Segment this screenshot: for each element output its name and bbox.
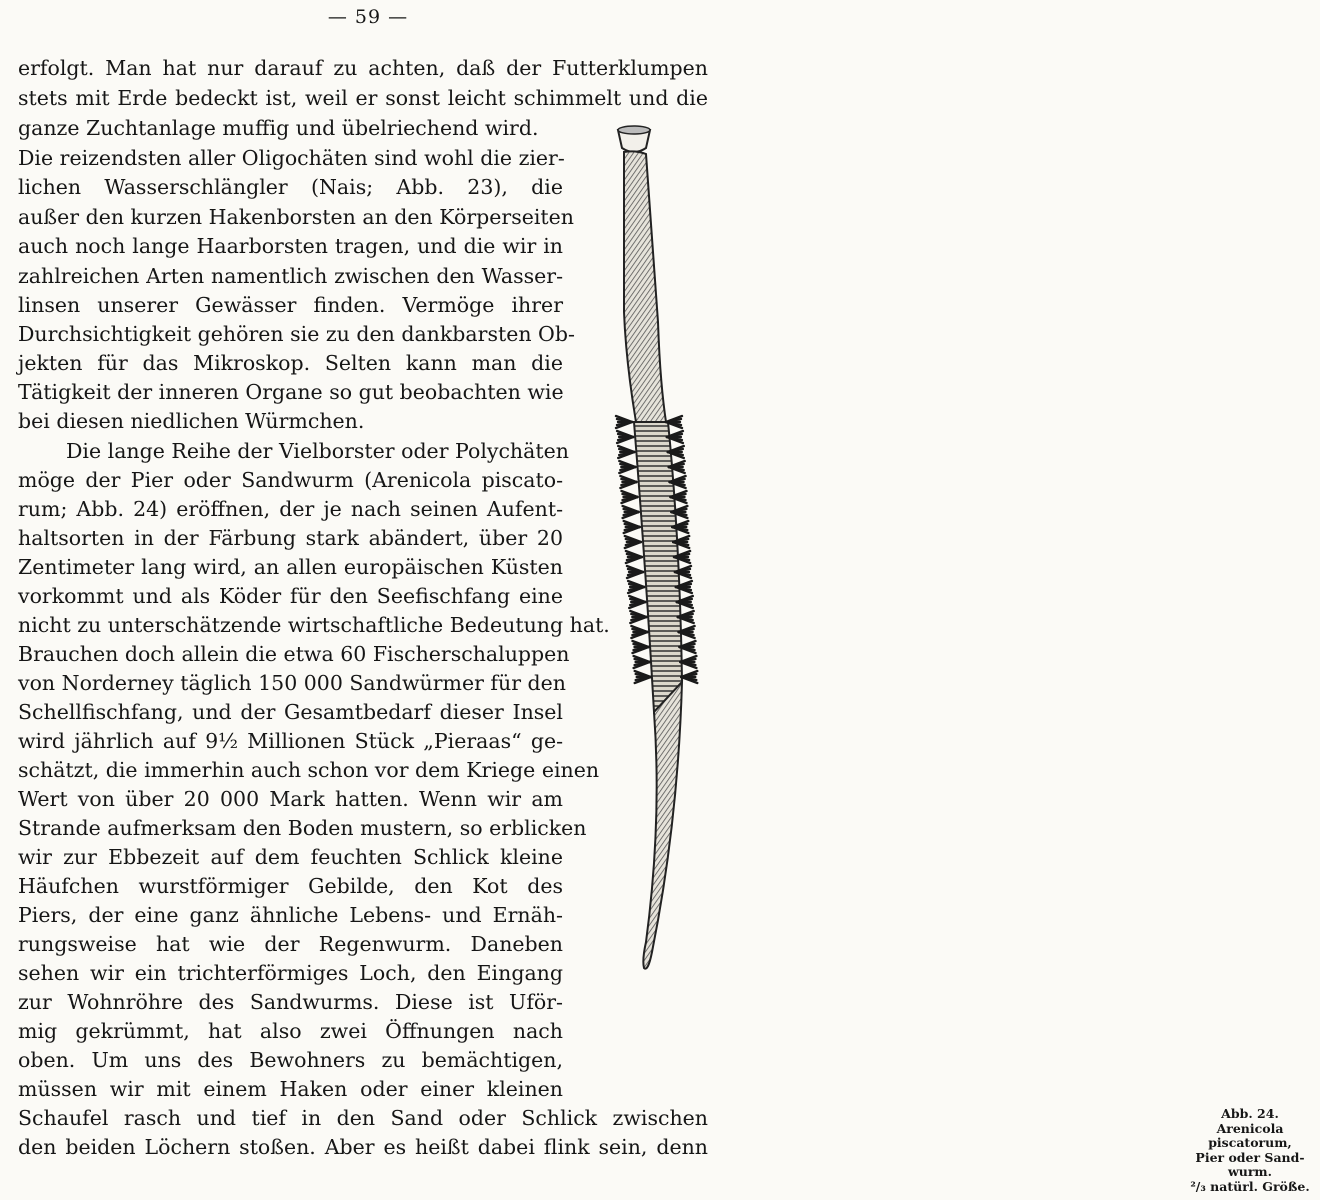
text-line: Strande aufmerksam den Boden mustern, so erblicken <box>18 816 587 840</box>
lugworm-illustration <box>596 122 724 982</box>
text-line: müssen wir mit einem Haken oder einer kleinen <box>18 1077 563 1101</box>
text-line: oben. Um uns des Bewohners zu bemächtigen, <box>18 1048 563 1072</box>
text-line: Wert von über 20 000 Mark hatten. Wenn wir am <box>18 787 563 811</box>
text-line: zahlreichen Arten namentlich zwischen den Wasser- <box>18 264 563 288</box>
text-line: Zentimeter lang wird, an allen europäischen Küsten <box>18 555 563 579</box>
text-line: Durchsichtigkeit gehören sie zu den dankbarsten Ob- <box>18 322 575 346</box>
caption-line: Arenicola <box>1216 1120 1284 1136</box>
text-line: bei diesen niedlichen Würmchen. <box>18 409 365 433</box>
text-line: wir zur Ebbezeit auf dem feuchten Schlick kleine <box>18 845 563 869</box>
text-line: vorkommt und als Köder für den Seefischfang eine <box>18 584 563 608</box>
text-line: Schaufel rasch und tief in den Sand oder Schlick zwischen <box>18 1106 708 1130</box>
text-line: haltsorten in der Färbung stark abändert, über 20 <box>18 526 563 550</box>
text-line: Häufchen wurstförmiger Gebilde, den Kot des <box>18 874 563 898</box>
text-line: wird jährlich auf 9½ Millionen Stück „Pieraas“ ge- <box>18 729 563 753</box>
text-line: stets mit Erde bedeckt ist, weil er sonst leicht schimmelt und die <box>18 86 708 110</box>
caption-line: piscatorum, <box>1208 1135 1292 1150</box>
figure-caption <box>1180 1107 1320 1194</box>
page-number: — 59 — <box>327 6 409 28</box>
worm-tail <box>643 682 682 969</box>
text-line: schätzt, die immerhin auch schon vor dem Kriege einen <box>18 758 600 782</box>
text-line: nicht zu unterschätzende wirtschaftliche Bedeutung hat. <box>18 613 610 637</box>
text-line: jekten für das Mikroskop. Selten kann man die <box>18 351 563 375</box>
text-line: Die lange Reihe der Vielborster oder Polychäten <box>66 439 569 463</box>
text-line: auch noch lange Haarborsten tragen, und die wir in <box>18 234 563 258</box>
text-line: erfolgt. Man hat nur darauf zu achten, daß der Futterklumpen <box>18 56 708 80</box>
text-line: möge der Pier oder Sandwurm (Arenicola piscato- <box>18 468 563 492</box>
text-line: sehen wir ein trichterförmiges Loch, den Eingang <box>18 961 563 985</box>
text-line: mig gekrümmt, hat also zwei Öffnungen nach <box>18 1019 563 1043</box>
caption-line: ²/₃ natürl. Größe. <box>1190 1178 1310 1194</box>
text-line: lichen Wasserschlängler (Nais; Abb. 23), die <box>18 175 563 199</box>
text-line: Die reizendsten aller Oligochäten sind wohl die zier- <box>18 146 565 170</box>
lugworm-figure <box>596 122 1310 1194</box>
caption-line: Pier oder Sand- <box>1195 1149 1305 1165</box>
caption-line: Abb. 24. <box>1221 1106 1279 1121</box>
text-line: Schellfischfang, und der Gesamtbedarf dieser Insel <box>18 700 563 724</box>
text-line: Brauchen doch allein die etwa 60 Fischerschaluppen <box>18 642 570 666</box>
text-line: Piers, der eine ganz ähnliche Lebens- und Ernäh- <box>18 903 563 927</box>
text-line: ganze Zuchtanlage muffig und übelriechend wird. <box>18 116 539 140</box>
text-line: Tätigkeit der inneren Organe so gut beobachten wie <box>18 380 564 404</box>
text-line: den beiden Löchern stoßen. Aber es heißt dabei flink sein, denn <box>18 1135 708 1159</box>
text-line: linsen unserer Gewässer finden. Vermöge ihrer <box>18 293 563 317</box>
caption-line: wurm. <box>1227 1164 1272 1179</box>
text-line: rum; Abb. 24) eröffnen, der je nach seinen Aufent- <box>18 497 563 521</box>
text-line: von Norderney täglich 150 000 Sandwürmer für den <box>18 671 566 695</box>
text-line: außer den kurzen Hakenborsten an den Körperseiten <box>18 205 575 229</box>
text-line: rungsweise hat wie der Regenwurm. Daneben <box>18 932 563 956</box>
text-line: zur Wohnröhre des Sandwurms. Diese ist Uför- <box>18 990 563 1014</box>
worm-anterior <box>624 151 666 422</box>
